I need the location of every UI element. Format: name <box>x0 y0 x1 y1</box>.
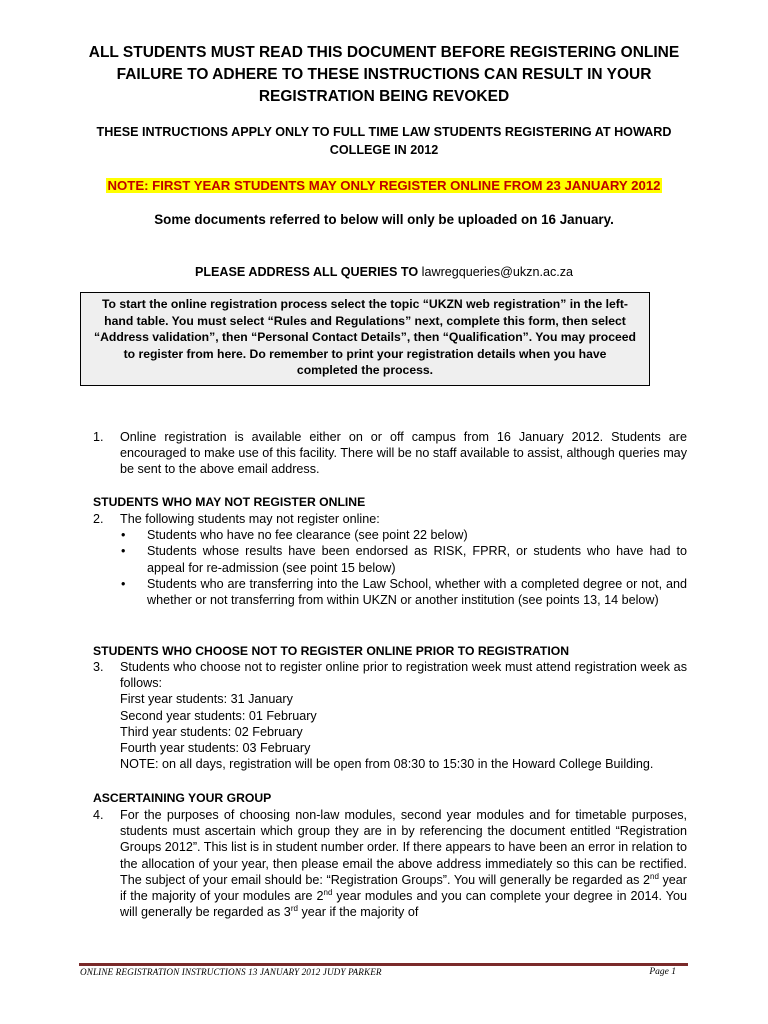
page-number: Page 1 <box>649 967 676 977</box>
queries-email: lawregqueries@ukzn.ac.za <box>421 265 574 279</box>
document-subtitle <box>80 123 688 159</box>
document-title <box>80 42 688 108</box>
item-2 <box>93 511 687 608</box>
item-1 <box>93 429 687 478</box>
bullet-text: Students whose results have been endorsed as RISK, FPRR, or students who have had to appeal for re-admission (see point 15 below) <box>147 544 687 575</box>
title-line: REGISTRATION BEING REVOKED <box>258 88 510 105</box>
instruction-line: To start the online registration process select the topic “UKZN web registration” in the left- <box>102 297 628 311</box>
bullet-item <box>120 527 687 543</box>
schedule-list <box>120 691 687 772</box>
item-number: 3. <box>93 660 104 674</box>
first-year-note: NOTE: FIRST YEAR STUDENTS MAY ONLY REGISTER ONLINE FROM 23 JANUARY 2012 <box>107 178 661 193</box>
bullet-icon: • <box>121 576 126 591</box>
item-text: Online registration is available either on or off campus from 16 January 2012. Students are encouraged to make use of this facility. There will be no staff available to assist, although queries may be sent to the above email address. <box>120 430 687 477</box>
footer-text: ONLINE REGISTRATION INSTRUCTIONS 13 JANUARY 2012 JUDY PARKER <box>80 967 382 977</box>
section-heading-choose-not: STUDENTS WHO CHOOSE NOT TO REGISTER ONLINE PRIOR TO REGISTRATION <box>93 644 570 658</box>
footer-rule <box>79 963 688 966</box>
bullet-item <box>120 576 687 608</box>
item-4 <box>93 807 687 920</box>
item-intro: Students who choose not to register online prior to registration week must attend registration week as follows: <box>120 660 687 691</box>
instruction-box <box>80 292 650 386</box>
title-line: ALL STUDENTS MUST READ THIS DOCUMENT BEFORE REGISTERING ONLINE <box>88 44 680 61</box>
item-number: 1. <box>93 430 104 444</box>
ordinal-suffix: nd <box>323 887 333 897</box>
queries-label: PLEASE ADDRESS ALL QUERIES TO <box>194 265 419 279</box>
text-segment: year modules and you can complete your degree in 2014. You will generally be regarded as 3 <box>120 889 687 920</box>
bullet-text: Students who have no fee clearance (see point 22 below) <box>147 528 468 543</box>
first-year-note-container <box>0 177 768 195</box>
text-segment: year if the majority of your modules are 2 <box>120 872 688 904</box>
bullet-text: Students who are transferring into the Law School, whether with a completed degree or not, and whether or not transferring from within UKZN or another institution (see points 13, 14 below) <box>147 576 687 608</box>
bullet-icon: • <box>121 544 126 559</box>
instruction-line: to register from here. Do remember to print your registration details when you have <box>123 346 607 361</box>
bullet-item <box>120 543 687 575</box>
queries-line <box>0 263 768 281</box>
text-segment: year if the majority of <box>297 905 419 920</box>
upload-notice: Some documents referred to below will only be uploaded on 16 January. <box>154 212 614 227</box>
schedule-line: Third year students: 02 February <box>120 724 303 739</box>
schedule-note: NOTE: on all days, registration will be open from 08:30 to 15:30 in the Howard College Building. <box>120 757 654 772</box>
bullet-list <box>120 527 687 608</box>
section-heading-group: ASCERTAINING YOUR GROUP <box>93 791 272 805</box>
ordinal-suffix: nd <box>650 871 659 881</box>
item-text <box>120 807 687 920</box>
schedule-line: First year students: 31 January <box>120 692 293 707</box>
title-line: FAILURE TO ADHERE TO THESE INSTRUCTIONS CAN RESULT IN YOUR <box>116 66 652 83</box>
item-number: 4. <box>93 808 104 822</box>
item-number: 2. <box>93 512 104 526</box>
subtitle-line: THESE INTRUCTIONS APPLY ONLY TO FULL TIME LAW STUDENTS REGISTERING AT HOWARD <box>96 125 672 139</box>
subtitle-line: COLLEGE IN 2012 <box>329 143 439 157</box>
ordinal-suffix: rd <box>290 904 298 914</box>
text-segment: For the purposes of choosing non-law modules, second year modules and for timetable purposes, students must ascertain which group they are in by referencing the document entitled “Registration Groups 2012”. This list is in student number order. If there appears to have been an error in relation to the allocation of your year, then please email the above address immediately so this can be rectified. The subject of your email should be: “Registration Groups”. You will generally be regarded as 2 <box>120 808 687 887</box>
item-intro: The following students may not register online: <box>120 512 380 526</box>
section-heading-not-online: STUDENTS WHO MAY NOT REGISTER ONLINE <box>93 495 366 509</box>
bullet-icon: • <box>121 528 126 543</box>
schedule-line: Second year students: 01 February <box>120 708 317 723</box>
instruction-line: hand table. You must select “Rules and Regulations” next, complete this form, then select <box>104 313 626 328</box>
schedule-line: Fourth year students: 03 February <box>120 741 311 756</box>
item-3 <box>93 659 687 772</box>
instruction-line: completed the process. <box>296 363 434 377</box>
instruction-line: “Address validation”, then “Personal Contact Details”, then “Qualification”. You may proceed <box>93 330 636 344</box>
